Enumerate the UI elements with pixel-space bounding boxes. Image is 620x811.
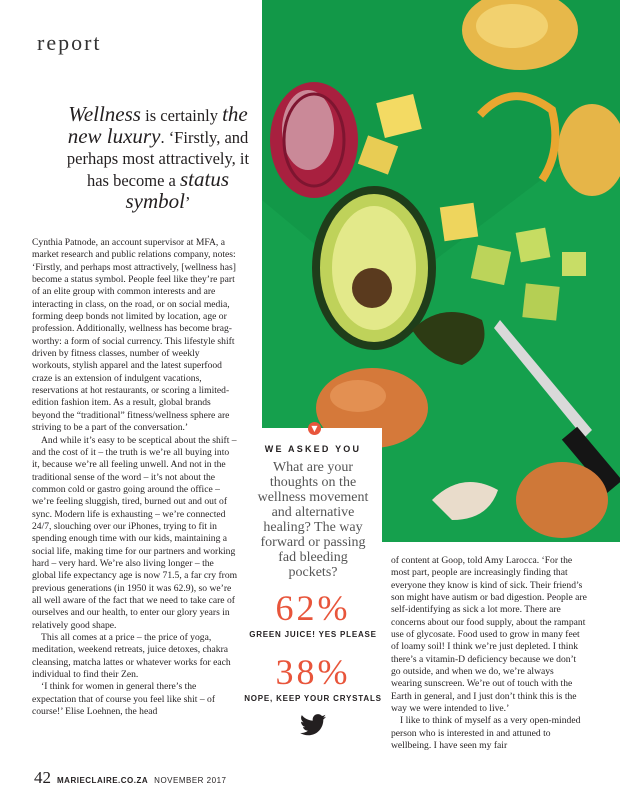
paragraph: Cynthia Patnode, an account supervisor at MFA, a market research and public relations company, notes: ‘Firstly, and perhaps most attractively, [wellness has] become a status symbol. People feel like they’re part of an elite group with common interests and are interacting in class, on the road, or on social media, forming deep bonds not limited by location, age or profession. Additionally, wellness has become brag-worthy: a form of social currency. This lifestyle shift driven by fitness classes, number of weekly workouts, stylish apparel and the latest superfood craze is an extension of indulgent vacations, reservations at hot restaurants, or scoring a limited-edition fashion item. As a result, global brands beyond the “traditional” fitness/wellness sphere are striving to be a part of the conversation.’ bbox=[32, 237, 236, 434]
pull-quote-emphasis-3: status symbol bbox=[125, 167, 229, 213]
poll-answer-2: NOPE, KEEP YOUR CRYSTALS bbox=[244, 694, 382, 703]
pull-quote-emphasis-1: Wellness bbox=[68, 102, 141, 126]
pull-quote-emphasis-2: the new luxury bbox=[67, 102, 248, 148]
poll-percent-1: 62% bbox=[275, 588, 351, 628]
paragraph: And while it’s easy to be sceptical about the shift – and the cost of it – the truth is we’re all buying into it, because we’re all feeling unwell. And not in the traditional sense of the word – it’s not about the common cold or gastro going around the office – we’re feeling sluggish, tired, burned out and out of sync. Modern life is exhausting – we’re connected 24/7, slouching over our iPhones, trying to fit in spending enough time with our kids, maintaining a social life, making time for our partners and working hard – very hard. We’re also living longer – the global life expectancy age is now 71.5, a far cry from previous generations (in 1950 it was 62.9), so we’re all well aware of the fact that we need to take care of ourselves and our health, to enter our glory years in relatively good shape. bbox=[32, 434, 238, 631]
poll-question: What are your thoughts on the wellness movement and alternative healing? The way forward or passing fad bleeding pockets? bbox=[257, 460, 369, 580]
poll-percent-2: 38% bbox=[275, 652, 351, 692]
pull-quote-text-3: ’ bbox=[185, 193, 191, 212]
chevron-down-icon: ▼ bbox=[308, 422, 321, 435]
poll-answer-1: GREEN JUICE! YES PLEASE bbox=[249, 630, 377, 639]
site-name: MARIECLAIRE.CO.ZA bbox=[57, 776, 149, 785]
page-footer bbox=[34, 768, 226, 788]
pull-quote-text-1: is certainly bbox=[140, 106, 223, 125]
article-column-2 bbox=[391, 555, 587, 753]
paragraph: I like to think of myself as a very open-minded person who is interested in and attuned to wellbeing. I have seen my fair bbox=[391, 715, 581, 752]
issue-date: NOVEMBER 2017 bbox=[154, 776, 227, 785]
pull-quote-text-2: . ‘Firstly, and perhaps most attractively, it has become a bbox=[66, 128, 250, 190]
poll-heading: WE ASKED YOU bbox=[264, 444, 362, 454]
paragraph: ‘I think for women in general there’s the expectation that of course you feel like shit – of course!’ Elise Loehnen, the head bbox=[32, 681, 216, 718]
paragraph: of content at Goop, told Amy Larocca. ‘For the most part, people are increasingly finding that everyone they know is kind of sick. Their friend’s son might have autism or bad digestion. People are self-identifying as sick a lot more. There are concerns about our food supply, about the rampant use of glycosate. Food used to grow in many feet of loamy soil! I think we’re just depleted. I think there’s a vitamin-D deficiency because we don’t go outside, and when we do, we’re always wearing sunscreen. We’re out of touch with the Earth in general, and I just don’t think this is the way we were intended to live.’ bbox=[391, 555, 587, 715]
twitter-bird-icon[interactable] bbox=[300, 714, 326, 741]
pull-quote bbox=[58, 104, 258, 213]
poll-box bbox=[244, 428, 382, 764]
page-number: 42 bbox=[34, 768, 51, 787]
paragraph: This all comes at a price – the price of yoga, meditation, weekend retreats, juice detoxes, chakra cleansing, matcha lattes or whatever works for each individual to find their Zen. bbox=[32, 632, 231, 681]
section-label: report bbox=[37, 30, 102, 55]
article-column-1 bbox=[32, 237, 238, 718]
